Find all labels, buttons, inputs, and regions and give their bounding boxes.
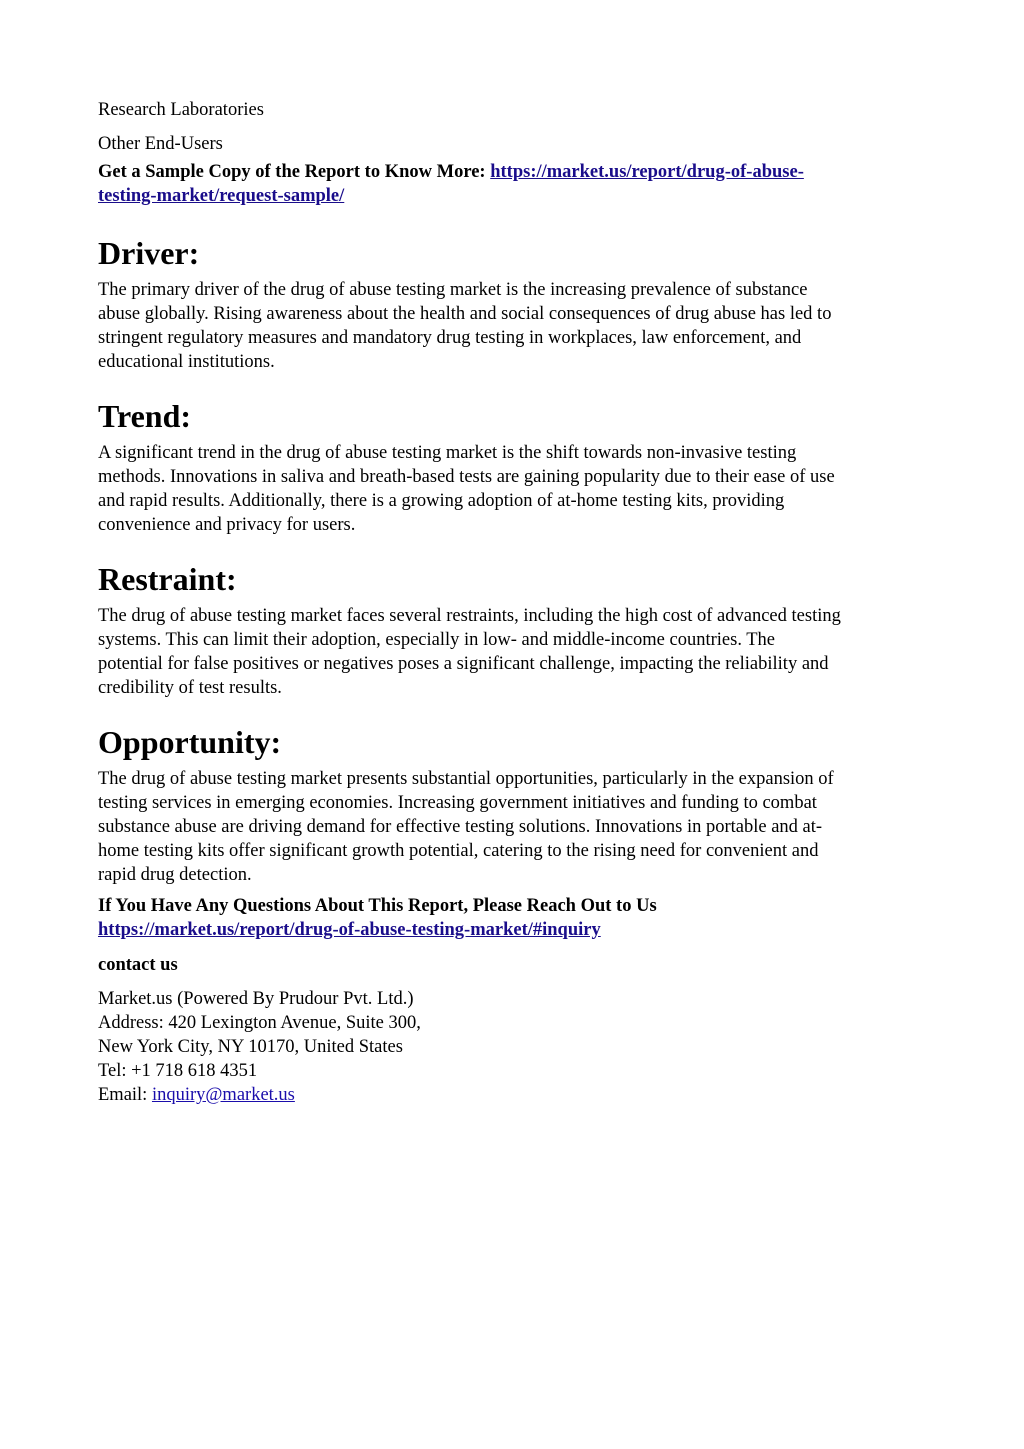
restraint-section — [98, 560, 930, 700]
driver-section — [98, 234, 930, 374]
trend-section — [98, 397, 930, 537]
opportunity-section — [98, 723, 930, 887]
inquiry-block — [98, 894, 930, 942]
opportunity-heading: Opportunity: — [98, 724, 282, 760]
contact-title: contact us — [98, 955, 178, 975]
telephone: Tel: +1 718 618 4351 — [98, 1061, 258, 1081]
address-line-2: New York City, NY 10170, United States — [98, 1037, 403, 1057]
end-user-item: Research Laboratories — [98, 100, 264, 120]
inquiry-link[interactable]: https://market.us/report/drug-of-abuse-testing-market/#inquiry — [98, 920, 601, 940]
contact-address — [98, 987, 930, 1107]
restraint-paragraph: The drug of abuse testing market faces several restraints, including the high cost of advanced testing systems. This can limit their adoption, especially in low- and middle-income countries. The potential for false positives or negatives poses a significant challenge, impacting the reliability and credibility of test results. — [98, 606, 841, 698]
address-line-1: Address: 420 Lexington Avenue, Suite 300, — [98, 1013, 421, 1033]
company-name: Market.us (Powered By Prudour Pvt. Ltd.) — [98, 989, 414, 1009]
sample-label: Get a Sample Copy of the Report to Know More: — [98, 162, 491, 182]
inquiry-label: If You Have Any Questions About This Report, Please Reach Out to Us — [98, 896, 657, 916]
trend-paragraph: A significant trend in the drug of abuse testing market is the shift towards non-invasive testing methods. Innovations in saliva and breath-based tests are gaining popularity due to their ease of use and rapid results. Additionally, there is a growing adoption of at-home testing kits, providing convenience and privacy for users. — [98, 443, 835, 535]
driver-paragraph: The primary driver of the drug of abuse testing market is the increasing prevalence of substance abuse globally. Rising awareness about the health and social consequences of drug abuse has led to stringent regulatory measures and mandatory drug testing in workplaces, law enforcement, and educational institutions. — [98, 280, 832, 372]
opportunity-paragraph: The drug of abuse testing market presents substantial opportunities, particularly in the expansion of testing services in emerging economies. Increasing government initiatives and funding to combat substance abuse are driving demand for effective testing solutions. Innovations in portable and at- home testing kits offer significant growth potential, catering to the rising need for convenient and rapid drug detection. — [98, 769, 834, 885]
email-label: Email: — [98, 1085, 152, 1105]
restraint-heading: Restraint: — [98, 561, 237, 597]
end-user-item: Other End-Users — [98, 134, 223, 154]
document-content — [98, 98, 930, 1107]
sample-request — [98, 160, 930, 208]
sample-request-link[interactable]: https://market.us/report/drug-of-abuse- testing-market/request-sample/ — [98, 162, 804, 206]
email-link[interactable]: inquiry@market.us — [151, 1085, 295, 1105]
trend-heading: Trend: — [98, 398, 192, 434]
driver-heading: Driver: — [98, 235, 200, 271]
